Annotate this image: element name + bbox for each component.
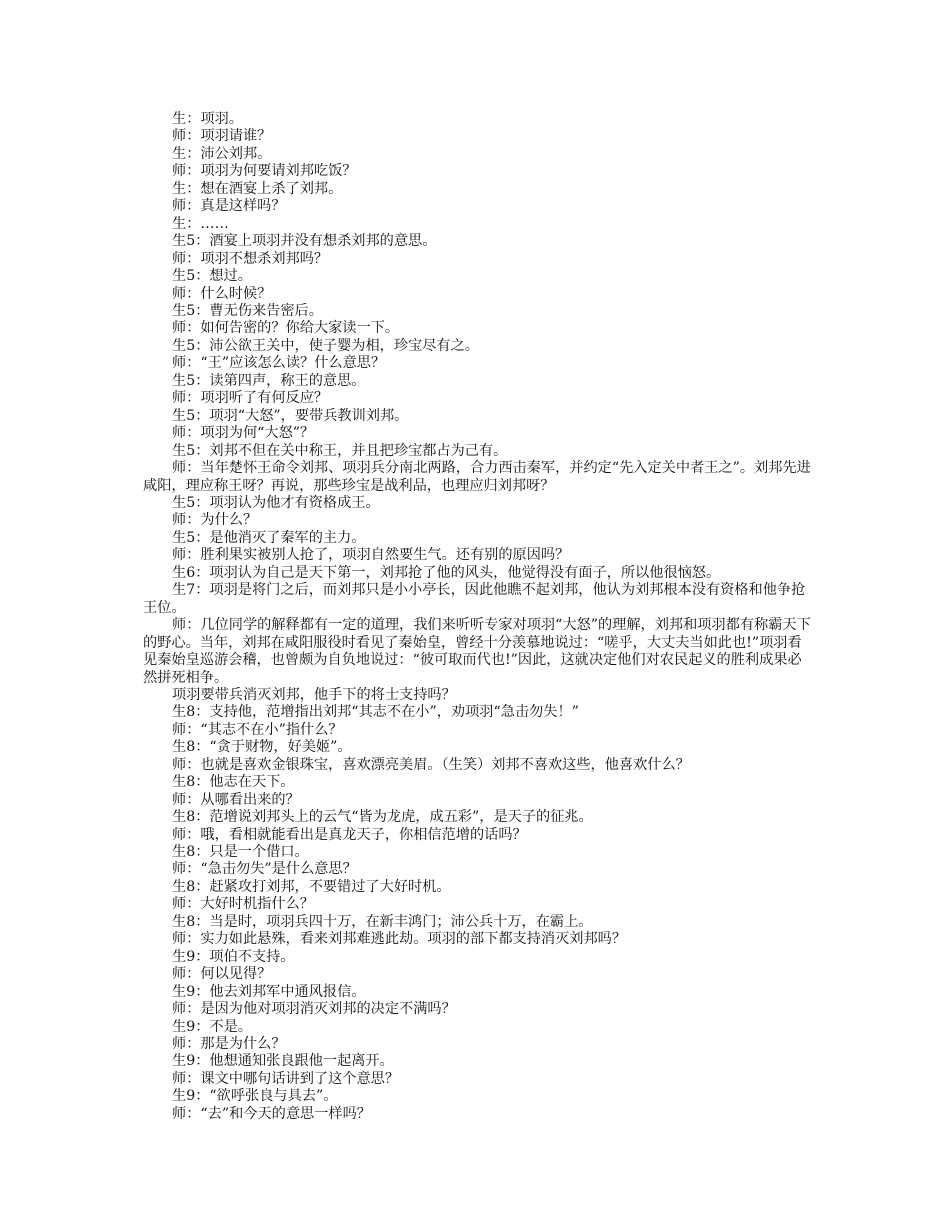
dialogue-line: 生8：他志在天下。 [172, 774, 295, 791]
dialogue-line: 生8：赶紧攻打刘邦，不要错过了大好时机。 [172, 878, 451, 895]
dialogue-line: 生9：项伯不支持。 [172, 948, 295, 965]
dialogue-line: 师：从哪看出来的？ [172, 791, 300, 808]
dialogue-line: 师：那是为什么？ [172, 1036, 286, 1053]
dialogue-line: 师：当年楚怀王命令刘邦、项羽兵分南北两路，合力西击秦军，并约定“先入定关中者王之”。刘邦先进咸阳，理应称王呀？再说，那些珍宝是战利品，也理应归刘邦呀？ [143, 460, 811, 494]
dialogue-line: 师：如何告密的？你给大家读一下。 [172, 320, 400, 337]
dialogue-line: 生6：项羽认为自己是天下第一，刘邦抢了他的风头，他觉得没有面子，所以他很恼怒。 [172, 564, 721, 581]
dialogue-line: 生：想在酒宴上杀了刘邦。 [172, 180, 343, 197]
dialogue-line: 师：什么时候？ [172, 285, 272, 302]
dialogue-line: 师：项羽为何“大怒”？ [172, 425, 315, 442]
dialogue-line: 生：项羽。 [172, 111, 243, 127]
dialogue-line: 生5：是他消灭了秦军的主力。 [172, 529, 366, 546]
dialogue-line: 生5：读第四声，称王的意思。 [172, 372, 366, 389]
dialogue-line: 师：“其志不在小”指什么？ [172, 721, 343, 738]
dialogue-line: 生5：沛公欲王关中，使子婴为相，珍宝尽有之。 [172, 337, 479, 354]
dialogue-line: 生8：范增说刘邦头上的云气“皆为龙虎，成五彩”，是天子的征兆。 [172, 809, 593, 826]
dialogue-line: 生5：曹无伤来告密后。 [172, 302, 323, 319]
dialogue-line: 项羽要带兵消灭刘邦，他手下的将士支持吗？ [172, 686, 456, 703]
dialogue-line: 生5：酒宴上项羽并没有想杀刘邦的意思。 [172, 233, 437, 250]
dialogue-line: 师：几位同学的解释都有一定的道理，我们来听听专家对项羽“大怒”的理解，刘邦和项羽都有称霸天下的野心。当年，刘邦在咸阳服役时看见了秦始皇，曾经十分羡慕地说过：“嗟乎，大丈夫当如此也!”项羽看见秦始皇巡游会稽，也曾颇为自负地说过：“彼可取而代也!”因此，这就决定他们对农民起义的胜利成果必然拼死相争。 [143, 617, 811, 686]
dialogue-line: 师：课文中哪句话讲到了这个意思？ [172, 1070, 400, 1087]
dialogue-line: 生5：刘邦不但在关中称王，并且把珍宝都占为己有。 [172, 442, 508, 459]
dialogue-line: 师：“王”应该怎么读？什么意思？ [172, 355, 386, 372]
dialogue-line: 生8：只是一个借口。 [172, 844, 309, 861]
dialogue-line: 生5：想过。 [172, 268, 252, 285]
dialogue-line: 师：胜利果实被别人抢了，项羽自然要生气。还有别的原因吗？ [172, 547, 570, 564]
dialogue-line: 师：哦，看相就能看出是真龙天子，你相信范增的话吗？ [172, 826, 527, 843]
dialogue-line: 生9：他去刘邦军中通风报信。 [172, 983, 366, 1000]
dialogue-line: 生7：项羽是将门之后，而刘邦只是小小亭长，因此他瞧不起刘邦，他认为刘邦根本没有资格和他争抢王位。 [143, 582, 806, 616]
dialogue-line: 师：为什么？ [172, 512, 258, 529]
dialogue-line: 师：是因为他对项羽消灭刘邦的决定不满吗？ [172, 1001, 456, 1018]
dialogue-line: 师：真是这样吗？ [172, 198, 286, 215]
dialogue-line: 师：“去”和今天的意思一样吗？ [172, 1105, 371, 1122]
dialogue-line: 师：项羽不想杀刘邦吗？ [172, 250, 329, 267]
dialogue-line: 师：“急击勿失”是什么意思？ [172, 861, 357, 878]
dialogue-line: 生8：“贪于财物，好美姬”。 [172, 739, 352, 756]
dialogue-line: 生8：当是时，项羽兵四十万，在新丰鸿门；沛公兵十万，在霸上。 [172, 913, 593, 930]
dialogue-line: 生：…… [172, 215, 229, 232]
dialogue-line: 师：项羽为何要请刘邦吃饭？ [172, 163, 357, 180]
dialogue-line: 师：大好时机指什么？ [172, 896, 314, 913]
dialogue-line: 师：何以见得？ [172, 966, 272, 983]
dialogue-text [143, 111, 811, 1123]
dialogue-line: 生5：项羽“大怒”，要带兵教训刘邦。 [172, 407, 409, 424]
dialogue-line: 生8：支持他，范增指出刘邦“其志不在小”，劝项羽“急击勿失！” [172, 704, 579, 721]
dialogue-line: 生：沛公刘邦。 [172, 145, 272, 162]
dialogue-line: 生9：“欲呼张良与具去”。 [172, 1088, 338, 1105]
dialogue-line: 师：也就是喜欢金银珠宝，喜欢漂亮美眉。（生笑）刘邦不喜欢这些，他喜欢什么？ [172, 756, 690, 773]
dialogue-line: 生9：他想通知张良跟他一起离开。 [172, 1053, 394, 1070]
dialogue-line: 师：项羽听了有何反应？ [172, 390, 329, 407]
dialogue-line: 生5：项羽认为他才有资格成王。 [172, 494, 380, 511]
dialogue-line: 师：项羽请谁？ [172, 128, 272, 145]
dialogue-line: 生9：不是。 [172, 1018, 252, 1035]
dialogue-line: 师：实力如此悬殊，看来刘邦难逃此劫。项羽的部下都支持消灭刘邦吗？ [172, 931, 627, 948]
